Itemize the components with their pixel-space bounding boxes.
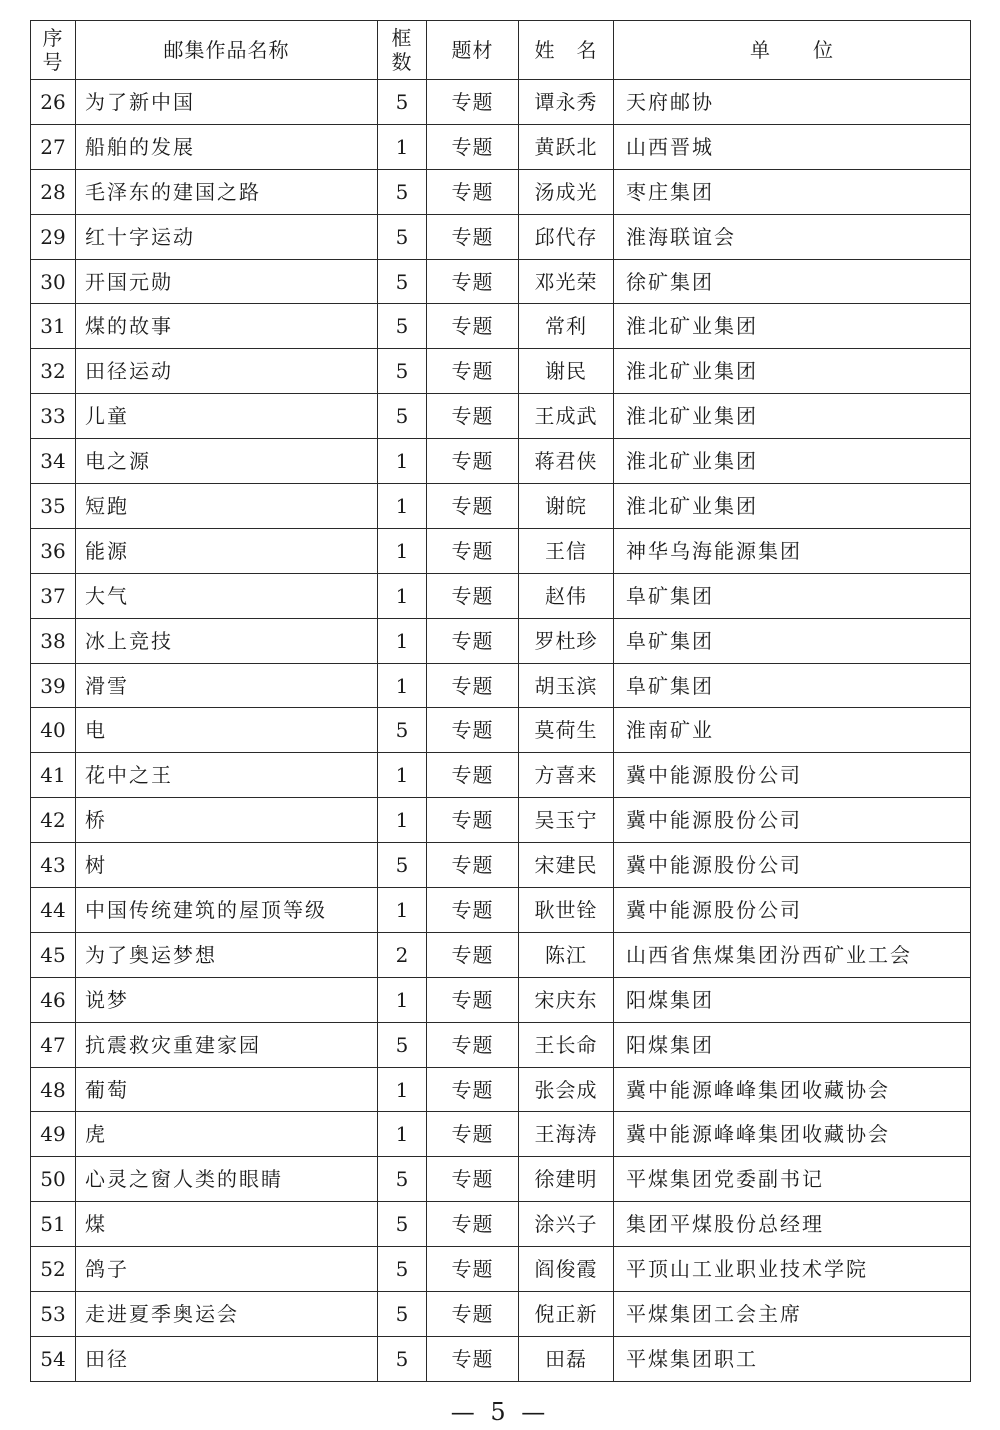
cell-frames: 5 [378, 843, 427, 888]
cell-subject: 专题 [427, 1067, 519, 1112]
cell-name: 汤成光 [519, 169, 614, 214]
cell-title: 心灵之窗人类的眼睛 [76, 1157, 378, 1202]
table-row [31, 304, 971, 349]
cell-frames: 1 [378, 663, 427, 708]
cell-unit: 阜矿集团 [614, 663, 971, 708]
header-title: 邮集作品名称 [76, 21, 378, 80]
cell-title: 花中之王 [76, 753, 378, 798]
cell-subject: 专题 [427, 932, 519, 977]
cell-num: 38 [31, 618, 76, 663]
header-unit: 单 位 [614, 21, 971, 80]
cell-title: 煤的故事 [76, 304, 378, 349]
cell-title: 毛泽东的建国之路 [76, 169, 378, 214]
cell-subject: 专题 [427, 618, 519, 663]
table-row [31, 349, 971, 394]
cell-subject: 专题 [427, 1157, 519, 1202]
cell-title: 电 [76, 708, 378, 753]
cell-title: 葡萄 [76, 1067, 378, 1112]
cell-num: 48 [31, 1067, 76, 1112]
cell-unit: 冀中能源峰峰集团收藏协会 [614, 1112, 971, 1157]
cell-subject: 专题 [427, 798, 519, 843]
table-row [31, 1022, 971, 1067]
cell-subject: 专题 [427, 124, 519, 169]
cell-frames: 5 [378, 1336, 427, 1381]
cell-title: 为了新中国 [76, 80, 378, 125]
cell-title: 电之源 [76, 439, 378, 484]
cell-unit: 阳煤集团 [614, 1022, 971, 1067]
cell-name: 谢皖 [519, 484, 614, 529]
cell-subject: 专题 [427, 977, 519, 1022]
cell-name: 涂兴子 [519, 1202, 614, 1247]
cell-num: 31 [31, 304, 76, 349]
cell-num: 53 [31, 1292, 76, 1337]
cell-frames: 5 [378, 1157, 427, 1202]
cell-unit: 阜矿集团 [614, 573, 971, 618]
cell-subject: 专题 [427, 1247, 519, 1292]
header-subject: 题材 [427, 21, 519, 80]
cell-unit: 淮北矿业集团 [614, 394, 971, 439]
table-row [31, 214, 971, 259]
cell-subject: 专题 [427, 663, 519, 708]
cell-subject: 专题 [427, 394, 519, 439]
cell-title: 儿童 [76, 394, 378, 439]
cell-subject: 专题 [427, 259, 519, 304]
cell-unit: 枣庄集团 [614, 169, 971, 214]
table-row [31, 753, 971, 798]
cell-frames: 1 [378, 573, 427, 618]
cell-frames: 1 [378, 977, 427, 1022]
cell-unit: 平煤集团职工 [614, 1336, 971, 1381]
cell-name: 倪正新 [519, 1292, 614, 1337]
table-row [31, 1157, 971, 1202]
cell-subject: 专题 [427, 169, 519, 214]
cell-subject: 专题 [427, 439, 519, 484]
page-number: — 5 — [450, 1398, 550, 1426]
cell-unit: 山西省焦煤集团汾西矿业工会 [614, 932, 971, 977]
table-row [31, 259, 971, 304]
cell-name: 田磊 [519, 1336, 614, 1381]
cell-unit: 冀中能源股份公司 [614, 888, 971, 933]
cell-unit: 阜矿集团 [614, 618, 971, 663]
cell-frames: 5 [378, 1292, 427, 1337]
cell-name: 方喜来 [519, 753, 614, 798]
cell-title: 田径 [76, 1336, 378, 1381]
cell-num: 41 [31, 753, 76, 798]
cell-num: 43 [31, 843, 76, 888]
cell-subject: 专题 [427, 1292, 519, 1337]
table-row [31, 394, 971, 439]
cell-title: 开国元勋 [76, 259, 378, 304]
cell-unit: 淮北矿业集团 [614, 439, 971, 484]
cell-num: 26 [31, 80, 76, 125]
cell-name: 陈江 [519, 932, 614, 977]
cell-subject: 专题 [427, 80, 519, 125]
cell-frames: 1 [378, 528, 427, 573]
cell-unit: 淮北矿业集团 [614, 484, 971, 529]
table-header-row [31, 21, 971, 80]
header-frames-label: 框 数 [391, 26, 413, 74]
cell-unit: 神华乌海能源集团 [614, 528, 971, 573]
cell-unit: 冀中能源股份公司 [614, 753, 971, 798]
cell-num: 49 [31, 1112, 76, 1157]
cell-title: 红十字运动 [76, 214, 378, 259]
cell-num: 35 [31, 484, 76, 529]
cell-frames: 1 [378, 1112, 427, 1157]
cell-subject: 专题 [427, 528, 519, 573]
cell-frames: 5 [378, 169, 427, 214]
cell-frames: 1 [378, 618, 427, 663]
table-row [31, 798, 971, 843]
cell-title: 船舶的发展 [76, 124, 378, 169]
cell-num: 47 [31, 1022, 76, 1067]
cell-unit: 平顶山工业职业技术学院 [614, 1247, 971, 1292]
cell-unit: 平煤集团工会主席 [614, 1292, 971, 1337]
table-row [31, 528, 971, 573]
cell-name: 王信 [519, 528, 614, 573]
cell-frames: 5 [378, 1022, 427, 1067]
table-row [31, 1336, 971, 1381]
cell-num: 50 [31, 1157, 76, 1202]
cell-unit: 天府邮协 [614, 80, 971, 125]
cell-num: 29 [31, 214, 76, 259]
table-row [31, 663, 971, 708]
cell-frames: 5 [378, 214, 427, 259]
table-row [31, 169, 971, 214]
cell-subject: 专题 [427, 349, 519, 394]
cell-subject: 专题 [427, 753, 519, 798]
cell-num: 27 [31, 124, 76, 169]
cell-frames: 1 [378, 888, 427, 933]
cell-frames: 5 [378, 349, 427, 394]
cell-subject: 专题 [427, 708, 519, 753]
cell-title: 桥 [76, 798, 378, 843]
cell-name: 常利 [519, 304, 614, 349]
cell-title: 中国传统建筑的屋顶等级 [76, 888, 378, 933]
cell-subject: 专题 [427, 843, 519, 888]
cell-frames: 2 [378, 932, 427, 977]
cell-num: 36 [31, 528, 76, 573]
cell-frames: 5 [378, 304, 427, 349]
header-num [31, 21, 76, 80]
cell-name: 胡玉滨 [519, 663, 614, 708]
cell-frames: 5 [378, 1247, 427, 1292]
cell-name: 宋建民 [519, 843, 614, 888]
cell-name: 王海涛 [519, 1112, 614, 1157]
cell-title: 抗震救灾重建家园 [76, 1022, 378, 1067]
cell-num: 40 [31, 708, 76, 753]
cell-unit: 阳煤集团 [614, 977, 971, 1022]
cell-unit: 淮北矿业集团 [614, 349, 971, 394]
cell-num: 45 [31, 932, 76, 977]
table-row [31, 843, 971, 888]
cell-name: 邱代存 [519, 214, 614, 259]
cell-unit: 山西晋城 [614, 124, 971, 169]
table-row [31, 1067, 971, 1112]
header-num-label: 序 号 [42, 26, 64, 74]
table-row [31, 1292, 971, 1337]
cell-frames: 5 [378, 708, 427, 753]
cell-unit: 淮海联谊会 [614, 214, 971, 259]
cell-subject: 专题 [427, 214, 519, 259]
cell-frames: 1 [378, 439, 427, 484]
table-row [31, 80, 971, 125]
cell-name: 邓光荣 [519, 259, 614, 304]
cell-name: 谭永秀 [519, 80, 614, 125]
header-name: 姓 名 [519, 21, 614, 80]
cell-title: 为了奥运梦想 [76, 932, 378, 977]
cell-title: 走进夏季奥运会 [76, 1292, 378, 1337]
stamp-collection-table [30, 20, 971, 1382]
cell-title: 田径运动 [76, 349, 378, 394]
cell-frames: 1 [378, 753, 427, 798]
cell-title: 鸽子 [76, 1247, 378, 1292]
table-row [31, 1112, 971, 1157]
cell-title: 煤 [76, 1202, 378, 1247]
table-row [31, 124, 971, 169]
cell-num: 46 [31, 977, 76, 1022]
cell-num: 34 [31, 439, 76, 484]
cell-unit: 冀中能源峰峰集团收藏协会 [614, 1067, 971, 1112]
table-row [31, 1202, 971, 1247]
cell-subject: 专题 [427, 1022, 519, 1067]
cell-subject: 专题 [427, 1112, 519, 1157]
cell-unit: 平煤集团党委副书记 [614, 1157, 971, 1202]
cell-num: 32 [31, 349, 76, 394]
cell-num: 52 [31, 1247, 76, 1292]
cell-unit: 徐矿集团 [614, 259, 971, 304]
cell-frames: 1 [378, 124, 427, 169]
cell-num: 33 [31, 394, 76, 439]
cell-name: 阎俊霞 [519, 1247, 614, 1292]
cell-title: 冰上竞技 [76, 618, 378, 663]
cell-frames: 5 [378, 394, 427, 439]
cell-subject: 专题 [427, 1202, 519, 1247]
cell-num: 51 [31, 1202, 76, 1247]
table-row [31, 708, 971, 753]
cell-frames: 1 [378, 484, 427, 529]
table-row [31, 1247, 971, 1292]
cell-unit: 淮南矿业 [614, 708, 971, 753]
cell-unit: 冀中能源股份公司 [614, 843, 971, 888]
cell-num: 30 [31, 259, 76, 304]
cell-num: 37 [31, 573, 76, 618]
table-row [31, 439, 971, 484]
cell-subject: 专题 [427, 1336, 519, 1381]
cell-name: 蒋君侠 [519, 439, 614, 484]
cell-title: 短跑 [76, 484, 378, 529]
cell-title: 能源 [76, 528, 378, 573]
table-row [31, 573, 971, 618]
cell-num: 42 [31, 798, 76, 843]
cell-frames: 5 [378, 259, 427, 304]
cell-name: 耿世铨 [519, 888, 614, 933]
cell-subject: 专题 [427, 888, 519, 933]
cell-num: 54 [31, 1336, 76, 1381]
cell-title: 滑雪 [76, 663, 378, 708]
cell-title: 树 [76, 843, 378, 888]
cell-frames: 5 [378, 80, 427, 125]
cell-name: 黄跃北 [519, 124, 614, 169]
cell-name: 王成武 [519, 394, 614, 439]
cell-name: 徐建明 [519, 1157, 614, 1202]
cell-frames: 1 [378, 1067, 427, 1112]
cell-num: 44 [31, 888, 76, 933]
cell-frames: 1 [378, 798, 427, 843]
cell-name: 宋庆东 [519, 977, 614, 1022]
cell-title: 虎 [76, 1112, 378, 1157]
cell-title: 大气 [76, 573, 378, 618]
cell-name: 赵伟 [519, 573, 614, 618]
cell-name: 王长命 [519, 1022, 614, 1067]
cell-name: 莫荷生 [519, 708, 614, 753]
table-row [31, 618, 971, 663]
cell-title: 说梦 [76, 977, 378, 1022]
table-row [31, 888, 971, 933]
table-row [31, 977, 971, 1022]
cell-name: 吴玉宁 [519, 798, 614, 843]
table-body [31, 80, 971, 1382]
header-frames [378, 21, 427, 80]
cell-unit: 冀中能源股份公司 [614, 798, 971, 843]
cell-num: 39 [31, 663, 76, 708]
cell-subject: 专题 [427, 304, 519, 349]
cell-name: 罗杜珍 [519, 618, 614, 663]
cell-num: 28 [31, 169, 76, 214]
cell-name: 谢民 [519, 349, 614, 394]
cell-subject: 专题 [427, 573, 519, 618]
table-row [31, 932, 971, 977]
cell-name: 张会成 [519, 1067, 614, 1112]
table-row [31, 484, 971, 529]
cell-unit: 集团平煤股份总经理 [614, 1202, 971, 1247]
cell-frames: 5 [378, 1202, 427, 1247]
cell-unit: 淮北矿业集团 [614, 304, 971, 349]
cell-subject: 专题 [427, 484, 519, 529]
